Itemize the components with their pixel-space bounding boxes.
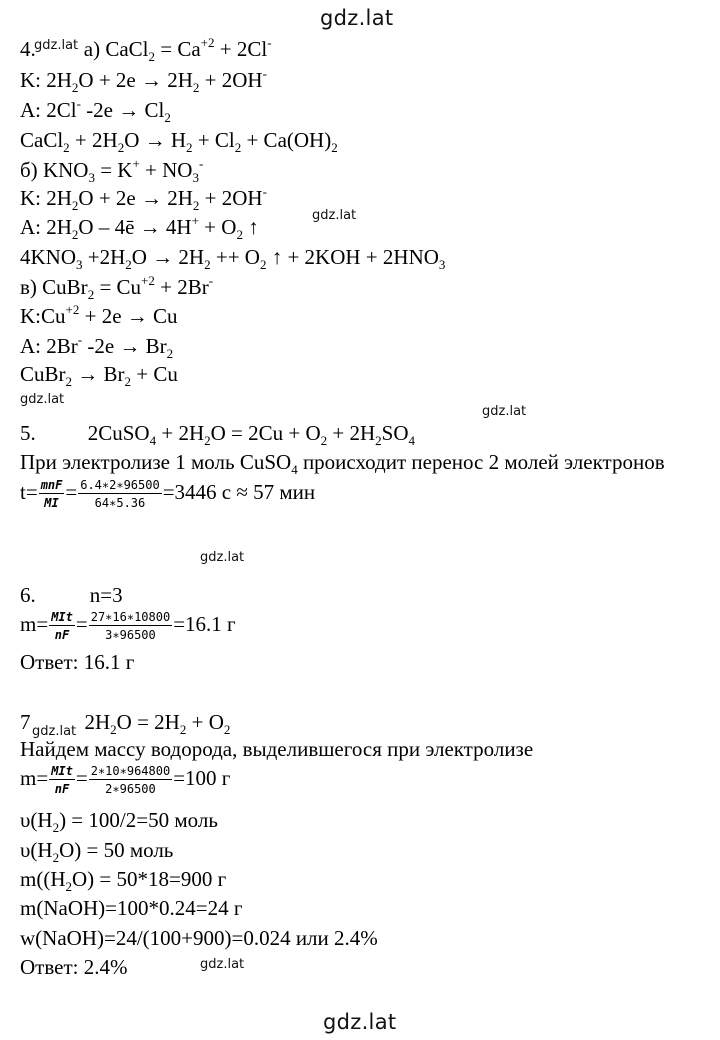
watermark-mid4: gdz.lat: [200, 550, 245, 565]
task5-text: При электролизе 1 моль CuSO$_4$ происходит перенос 2 молей электронов: [20, 450, 665, 477]
task4-anode-a: A: 2Cl- $-2e \to Cl_2$: [20, 96, 171, 125]
task-number: 5.: [20, 421, 36, 445]
fraction: $\frac{6.4∗2∗96500}{64∗5.36}$: [80, 478, 160, 510]
fraction: $\frac{\text{MIt}}{nF}$: [51, 764, 73, 796]
watermark-mid3: gdz.lat: [482, 404, 527, 419]
task6-header: 6. n=3: [20, 583, 123, 607]
task7-m-naoh: m(NaOH)=100*0.24=24 г: [20, 896, 243, 920]
task4-cathode-b: K: $2H_2O + 2e \to 2H_2 + 2OH^-$: [20, 184, 267, 213]
task4-anode-b: A: $2H_2O$ – 4ē → $4H^+ + O_2$ ↑: [20, 213, 259, 242]
task5-equation: 5. 2CuSO$_4$ + $2H_2O = 2Cu + O_2 + 2H_2SO_4$: [20, 421, 416, 448]
task4-anode-v: A: 2Br- $-2e \to Br_2$: [20, 332, 174, 361]
watermark-mid1: gdz.lat: [312, 208, 357, 223]
task7-equation: 7 $2H_2O = 2H_2 + O_2$: [20, 710, 231, 737]
task4-sum-v: CuBr$_2$ → $Br_2 + Cu$: [20, 362, 178, 389]
task4-line-a: 4. а) CaCl$_2$ = $Ca^{+2} + 2Cl^-$: [20, 35, 272, 64]
fraction: $\frac{\text{mnF}}{MI}$: [40, 478, 63, 510]
task4-sum-a: CaCl$_2$ + $2H_2O \to H_2 + Cl_2 + Ca(OH)_2$: [20, 128, 338, 155]
task-number: 4.: [20, 37, 36, 61]
task7-find: Найдем массу водорода, выделившегося при электролизе: [20, 737, 534, 761]
task4-sum-b: $4KNO_3 +2H_2O \to 2H_2 ++ O_2$ ↑ + $2KOH + 2HNO_3$: [20, 245, 446, 272]
task7-nu-h2: $\upsilon(H_2) = 100/2=50$ моль: [20, 808, 218, 835]
task7-formula: m= $\frac{\text{MIt}}{nF}$ = $\frac{2∗10∗964800}{2∗96500}$ =100 г: [20, 764, 231, 796]
task-number: 6.: [20, 583, 36, 607]
fraction: $\frac{27∗16∗10800}{3∗96500}$: [90, 610, 171, 642]
task5-formula: t= $\frac{\text{mnF}}{MI}$ = $\frac{6.4∗2∗96500}{64∗5.36}$ =3446 с ≈ 57 мин: [20, 478, 316, 510]
task6-formula: m= $\frac{\text{MIt}}{nF}$ = $\frac{27∗16∗10800}{3∗96500}$ =16.1 г: [20, 610, 236, 642]
task7-nu-h2o: $\upsilon(H_2O) = 50$ моль: [20, 838, 174, 865]
watermark-task7: gdz.lat: [32, 724, 77, 739]
watermark-bottom: gdz.lat: [323, 1010, 397, 1034]
task7-w-naoh: w(NaOH)=24/(100+900)=0.024 или 2.4%: [20, 926, 378, 950]
task4-cathode-v: $K:Cu^{+2} + 2e \to Cu$: [20, 302, 178, 328]
fraction: $\frac{\text{MIt}}{nF}$: [51, 610, 73, 642]
watermark-bottom-small: gdz.lat: [200, 957, 245, 972]
watermark-top: gdz.lat: [320, 6, 394, 30]
fraction: $\frac{2∗10∗964800}{2∗96500}$: [90, 764, 171, 796]
task-number: 7: [20, 710, 31, 734]
task4-line-v: в) CuBr$_2$ = $Cu^{+2} + 2Br^-$: [20, 273, 214, 302]
task4-cathode-a: K: $2H_2O + 2e \to 2H_2 + 2OH^-$: [20, 66, 267, 95]
watermark-task4: gdz.lat: [34, 38, 79, 53]
task4-line-b: б) $KNO_3 = K^+ + NO_3^-$: [20, 156, 204, 185]
watermark-mid2: gdz.lat: [20, 392, 65, 407]
task7-m-h2o: $m((H_2O) = 50*18=900$ г: [20, 867, 227, 894]
task6-answer: Ответ: 16.1 г: [20, 650, 135, 674]
task7-answer: Ответ: 2.4%: [20, 955, 128, 979]
